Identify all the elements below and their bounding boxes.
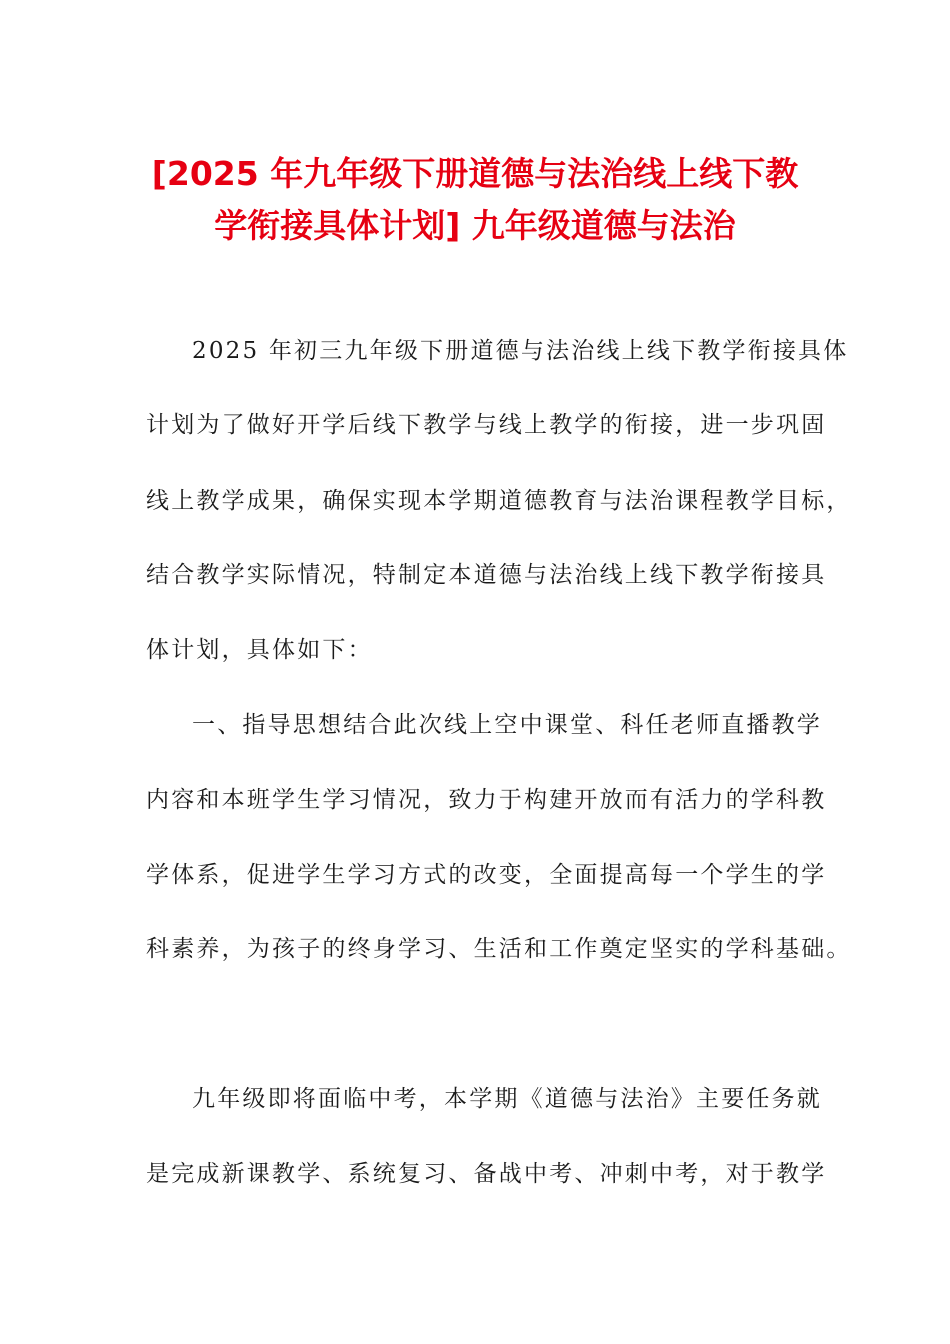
paragraph-line: 线上教学成果，确保实现本学期道德教育与法治课程教学目标， xyxy=(146,488,852,514)
document-title xyxy=(140,148,810,252)
paragraph-line: 内容和本班学生学习情况，致力于构建开放而有活力的学科教 xyxy=(146,787,827,813)
title-line-1: [2025 年九年级下册道德与法治线上线下教 xyxy=(151,154,799,193)
paragraph-line: 九年级即将面临中考，本学期《道德与法治》主要任务就 xyxy=(192,1086,822,1112)
paragraph-line: 2025 年初三九年级下册道德与法治线上线下教学衔接具体 xyxy=(192,338,849,364)
paragraph-line: 计划为了做好开学后线下教学与线上教学的衔接，进一步巩固 xyxy=(146,412,827,438)
paragraph-line: 学体系，促进学生学习方式的改变，全面提高每一个学生的学 xyxy=(146,862,827,888)
paragraph-line: 是完成新课教学、系统复习、备战中考、冲刺中考，对于教学 xyxy=(146,1161,827,1187)
title-line-2: 学衔接具体计划] 九年级道德与法治 xyxy=(214,206,736,245)
paragraph-line: 体计划，具体如下： xyxy=(146,637,373,663)
paragraph-line: 结合教学实际情况，特制定本道德与法治线上线下教学衔接具 xyxy=(146,562,827,588)
paragraph-line: 科素养，为孩子的终身学习、生活和工作奠定坚实的学科基础。 xyxy=(146,936,852,962)
paragraph-line: 一、指导思想结合此次线上空中课堂、科任老师直播教学 xyxy=(192,712,822,738)
